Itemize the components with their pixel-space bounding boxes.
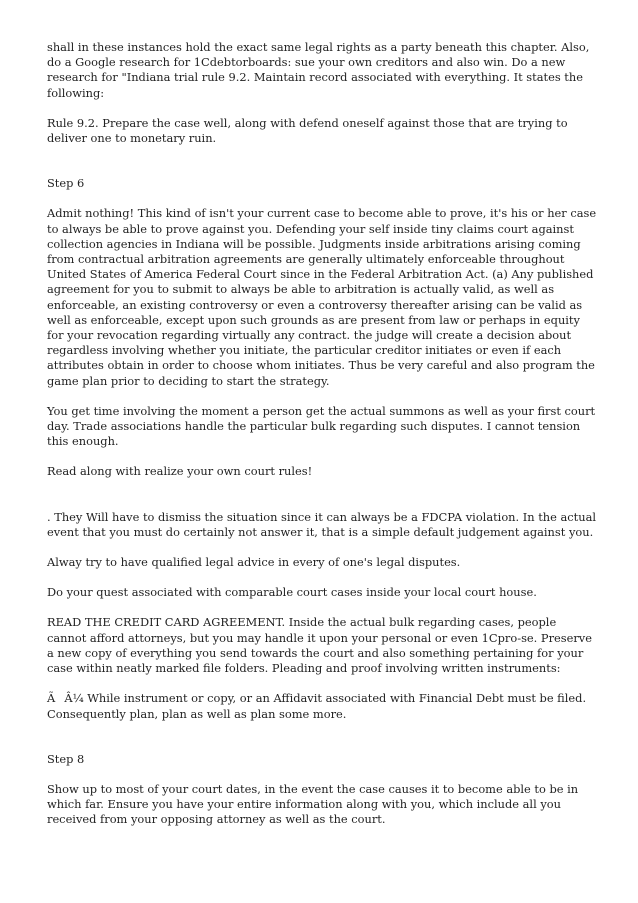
paragraph-legal-rights: shall in these instances hold the exact same legal rights as a party beneath this chapter. Also, do a Google research for 1Cdebtorboards: sue your own creditors and also win. Do a new research for "Indiana trial rule 9.2. Maintain record associated with everything. It states the following:	[47, 40, 590, 100]
spacer	[47, 767, 597, 782]
paragraph-fdcpa-violation: . They Will have to dismiss the situation since it can always be a FDCPA violation. In the actual event that you must do certainly not answer it, that is a simple default judgement against you.	[47, 509, 597, 539]
spacer	[47, 480, 597, 510]
paragraph-credit-card-agreement: READ THE CREDIT CARD AGREEMENT. Inside the actual bulk regarding cases, people cannot afford attorneys, but you may handle it upon your personal or even 1Cpro-se. Preserve a new copy of everything you send towards the court and also something pertaining for your case within neatly marked file folders. Pleading and proof involving written instruments:	[47, 615, 592, 676]
paragraph-court-rules: Read along with realize your own court rules!	[47, 464, 313, 479]
paragraph-legal-advice: Alway try to have qualified legal advice in every of one's legal disputes.	[47, 555, 461, 570]
paragraph-admit-nothing: Admit nothing! This kind of isn't your current case to become able to prove, it's his or her case to always be able to prove against you. Defending your self inside tiny claims court against collection agencies in Indiana will be possible. Judgments inside arbitrations arising coming from contractual arbitration agreements are generally ultimately enforceable throughout United States of America Federal Court since in the Federal Arbitration Act. (a) Any published agreement for you to submit to always be able to arbitration is actually valid, as well as enforceable, an existing controversy or even a controversy thereafter arising can be valid as well as enforceable, except upon such grounds as are present from law or perhaps in equity for your revocation regarding virtually any contract. the judge will create a decision about regardless involving whether you initiate, the particular creditor initiates or even if each attributes obtain in order to choose whom initiates. Thus be very careful and also program the game plan prior to deciding to start the strategy.	[47, 206, 597, 388]
paragraph-summons-time: You get time involving the moment a person get the actual summons as well as your first court day. Trade associations handle the particular bulk regarding such disputes. I cannot tension this enough.	[47, 403, 596, 449]
spacer	[47, 600, 597, 615]
spacer	[47, 540, 597, 555]
spacer	[47, 191, 597, 206]
spacer	[47, 449, 597, 464]
spacer	[47, 389, 597, 404]
paragraph-court-dates: Show up to most of your court dates, in the event the case causes it to become able to be in which far. Ensure you have your entire information along with you, which include all you received from your opposing attorney as well as the court.	[47, 781, 579, 827]
paragraph-rule-9-2: Rule 9.2. Prepare the case well, along with defend oneself against those that are trying to deliver one to monetary ruin.	[47, 115, 568, 146]
spacer	[47, 146, 597, 176]
step-6-heading: Step 6	[47, 176, 85, 191]
spacer	[47, 570, 597, 585]
spacer	[47, 676, 597, 691]
spacer	[47, 101, 597, 116]
paragraph-court-cases: Do your quest associated with comparable court cases inside your local court house.	[47, 585, 537, 600]
document-body	[47, 40, 597, 828]
step-8-heading: Step 8	[47, 751, 85, 766]
spacer	[47, 722, 597, 752]
paragraph-affidavit: ÃÂ¼ While instrument or copy, or an Affidavit associated with Financial Debt must be filed. Consequently plan, plan as well as plan some more.	[47, 691, 587, 721]
